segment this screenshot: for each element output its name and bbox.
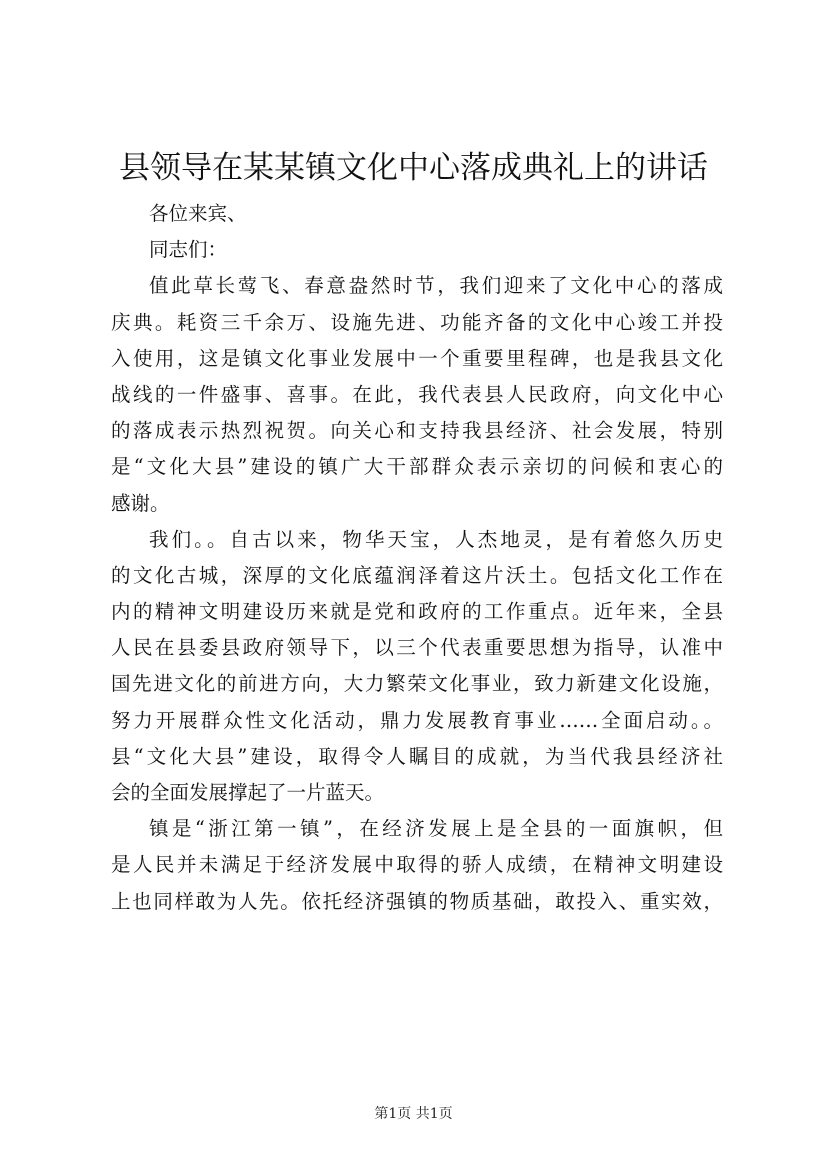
paragraph-line: 会的全面发展撑起了一片蓝天。 <box>111 781 385 804</box>
paragraph-line: 努力开展群众性文化活动，鼎力发展教育事业……全面启动。。 <box>111 708 723 732</box>
salutation-line: 各位来宾、 <box>149 202 247 225</box>
paragraph-line: 我们。。自古以来，物华天宝，人杰地灵，是有着悠久历史 <box>149 527 723 551</box>
paragraph-line: 是“文化大县”建设的镇广大干部群众表示亲切的问候和衷心的 <box>111 455 723 479</box>
page-number-footer: 第1页 共1页 <box>374 1106 453 1122</box>
paragraph-line: 镇是“浙江第一镇”，在经济发展上是全县的一面旗帜，但 <box>149 817 723 841</box>
paragraph-line: 值此草长莺飞、春意盎然时节，我们迎来了文化中心的落成 <box>149 274 723 298</box>
paragraph-line: 感谢。 <box>111 491 170 515</box>
document-title: 县领导在某某镇文化中心落成典礼上的讲话 <box>119 150 708 186</box>
salutation-line: 同志们： <box>149 238 228 262</box>
paragraph-line: 是人民并未满足于经济发展中取得的骄人成绩，在精神文明建设 <box>111 853 723 877</box>
paragraph-line: 的落成表示热烈祝贺。向关心和支持我县经济、社会发展，特别 <box>111 419 723 443</box>
paragraph-line: 的文化古城，深厚的文化底蕴润泽着这片沃土。包括文化工作在 <box>111 563 723 587</box>
paragraph-line: 内的精神文明建设历来就是党和政府的工作重点。近年来，全县 <box>111 600 723 624</box>
paragraph-line: 庆典。耗资三千余万、设施先进、功能齐备的文化中心竣工并投 <box>111 310 723 334</box>
paragraph-line: 县“文化大县”建设，取得令人瞩目的成就，为当代我县经济社 <box>111 744 723 768</box>
document-body <box>111 196 723 920</box>
paragraph-line: 人民在县委县政府领导下，以三个代表重要思想为指导，认准中 <box>111 636 723 660</box>
paragraph-line: 国先进文化的前进方向，大力繁荣文化事业，致力新建文化设施， <box>111 672 723 696</box>
paragraph-line: 上也同样敢为人先。依托经济强镇的物质基础，敢投入、重实效， <box>111 889 723 913</box>
paragraph-line: 入使用，这是镇文化事业发展中一个重要里程碑，也是我县文化 <box>111 346 723 370</box>
paragraph-line: 战线的一件盛事、喜事。在此，我代表县人民政府，向文化中心 <box>111 382 723 406</box>
